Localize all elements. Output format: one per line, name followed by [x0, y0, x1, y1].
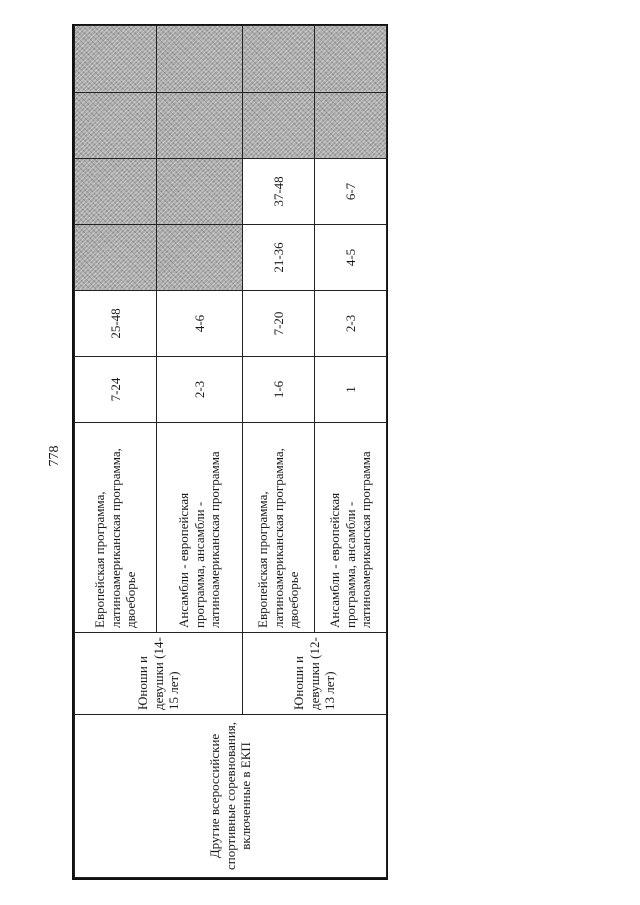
- value-cell: 21-36: [243, 225, 315, 291]
- age-group-cell: Юноши и девушки (14-15 лет): [75, 633, 243, 715]
- age-group-cell: Юноши и девушки (12-13 лет): [243, 633, 387, 715]
- rotated-table-container: [72, 24, 388, 880]
- value-cell: 4-5: [315, 225, 387, 291]
- value-cell: 7-20: [243, 291, 315, 357]
- value-cell: 37-48: [243, 159, 315, 225]
- value-cell: 2-3: [157, 357, 243, 423]
- competition-table: [74, 25, 387, 878]
- value-cell: 4-6: [157, 291, 243, 357]
- shaded-cell: [243, 93, 315, 159]
- program-cell: Европейская программа, латиноамериканская программа, двоеборье: [75, 423, 157, 633]
- shaded-cell: [75, 225, 157, 291]
- shaded-cell: [243, 26, 315, 93]
- category-cell: Другие всероссийские спортивные соревнования, включенные в ЕКП: [75, 715, 387, 878]
- value-cell: 2-3: [315, 291, 387, 357]
- value-cell: 1: [315, 357, 387, 423]
- value-cell: 7-24: [75, 357, 157, 423]
- shaded-cell: [157, 26, 243, 93]
- value-cell: 6-7: [315, 159, 387, 225]
- shaded-cell: [75, 26, 157, 93]
- shaded-cell: [157, 93, 243, 159]
- shaded-cell: [157, 225, 243, 291]
- page-number: 778: [47, 445, 62, 467]
- shaded-cell: [157, 159, 243, 225]
- value-cell: 25-48: [75, 291, 157, 357]
- shaded-cell: [75, 93, 157, 159]
- program-cell: Ансамбли - европейская программа, ансамбли - латиноамериканская программа: [157, 423, 243, 633]
- shaded-cell: [315, 93, 387, 159]
- program-cell: Ансамбли - европейская программа, ансамбли - латиноамериканская программа: [315, 423, 387, 633]
- value-cell: 1-6: [243, 357, 315, 423]
- shaded-cell: [75, 159, 157, 225]
- program-cell: Европейская программа, латиноамериканская программа, двоеборье: [243, 423, 315, 633]
- shaded-cell: [315, 26, 387, 93]
- table-row: [75, 26, 157, 878]
